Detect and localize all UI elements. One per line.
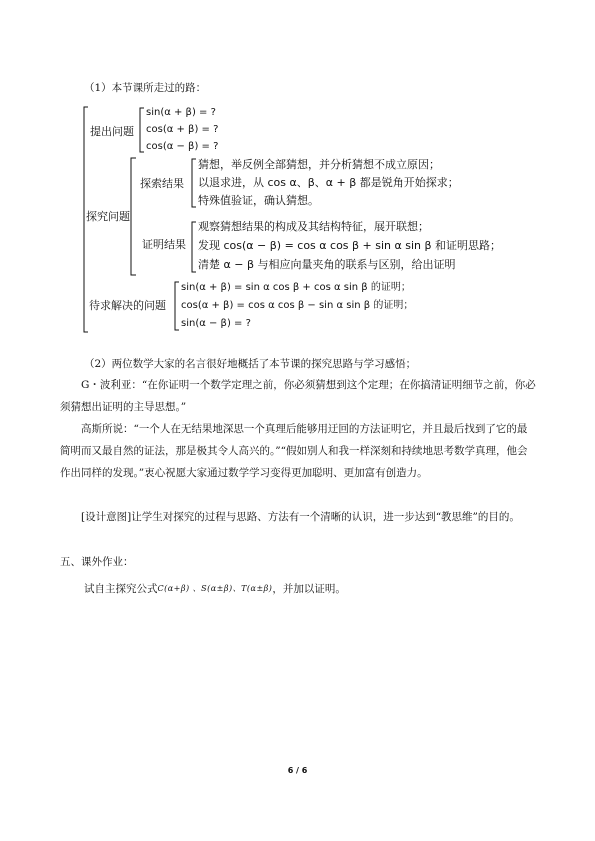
page-number: 6 / 6 (287, 766, 308, 775)
section-homework: 五、课外作业： (60, 556, 134, 568)
quote-polya: G・波利亚：“在你证明一个数学定理之前，你必须猜想到这个定理；在你搞清证明细节之前，你必须猜想出证明的主导思想。” (60, 379, 536, 413)
label-tansuo: 探索结果 (140, 177, 184, 190)
homework-formula: C(α+β) 、S(α±β)、T(α±β) (157, 584, 273, 593)
quote-gauss: 高斯所说：“一个人在无结果地深思一个真理后能够用迂回的方法证明它，并且最后找到了它的最简明而又最自然的证法，那是极其令人高兴的。”“假如别人和我一样深刻和持续地思考数学真理，他会作出同样的发现。”衷心祝愿大家通过数学学习变得更加聪明、更加富有创造力。 (60, 423, 528, 479)
homework-text-after: ，并加以证明。 (272, 583, 346, 595)
tansuo-item: 特殊值验证，确认猜想。 (198, 194, 319, 207)
brace-daijie (175, 282, 179, 330)
brace-tansuo (192, 159, 196, 207)
tansuo-item: 以退求进，从 cos α、β、α + β 都是锐角开始探求； (198, 176, 459, 189)
brace-tiqu (140, 108, 144, 152)
label-zhengming: 证明结果 (142, 238, 186, 251)
brace-zhengming (192, 222, 196, 272)
label-tanjiu: 探究问题 (86, 210, 130, 223)
label-daijie: 待求解决的问题 (89, 299, 166, 312)
label-tiqu: 提出问题 (90, 125, 134, 138)
design-intent: [设计意图]让学生对探究的过程与思路、方法有一个清晰的认识，进一步达到“教思维”的目的。 (81, 511, 520, 523)
zhengming-item: 清楚 α − β 与相应向量夹角的联系与区别，给出证明 (198, 258, 456, 271)
homework-line (84, 581, 346, 596)
heading-quotes: （2）两位数学大家的名言很好地概括了本节课的探究思路与学习感悟； (84, 358, 417, 370)
tiqu-item: cos(α − β) = ? (146, 141, 219, 152)
tiqu-item: cos(α + β) = ? (146, 124, 219, 135)
daijie-item: sin(α + β) = sin α cos β + cos α sin β 的证明； (181, 282, 411, 293)
tiqu-item: sin(α + β) = ? (146, 107, 216, 118)
tansuo-item: 猜想，举反例全部猜想，并分析猜想不成立原因； (198, 158, 440, 171)
homework-text-before: 试自主探究公式 (84, 583, 158, 595)
daijie-item: cos(α + β) = cos α cos β − sin α sin β 的证明； (181, 300, 414, 311)
zhengming-item: 观察猜想结果的构成及其结构特征，展开联想； (198, 220, 429, 233)
brace-tanjiu (131, 158, 136, 275)
heading-path: （1）本节课所走过的路： (84, 82, 207, 94)
zhengming-item: 发现 cos(α − β) = cos α cos β + sin α sin β 和证明思路； (198, 239, 502, 252)
daijie-item: sin(α − β) = ? (181, 318, 251, 329)
